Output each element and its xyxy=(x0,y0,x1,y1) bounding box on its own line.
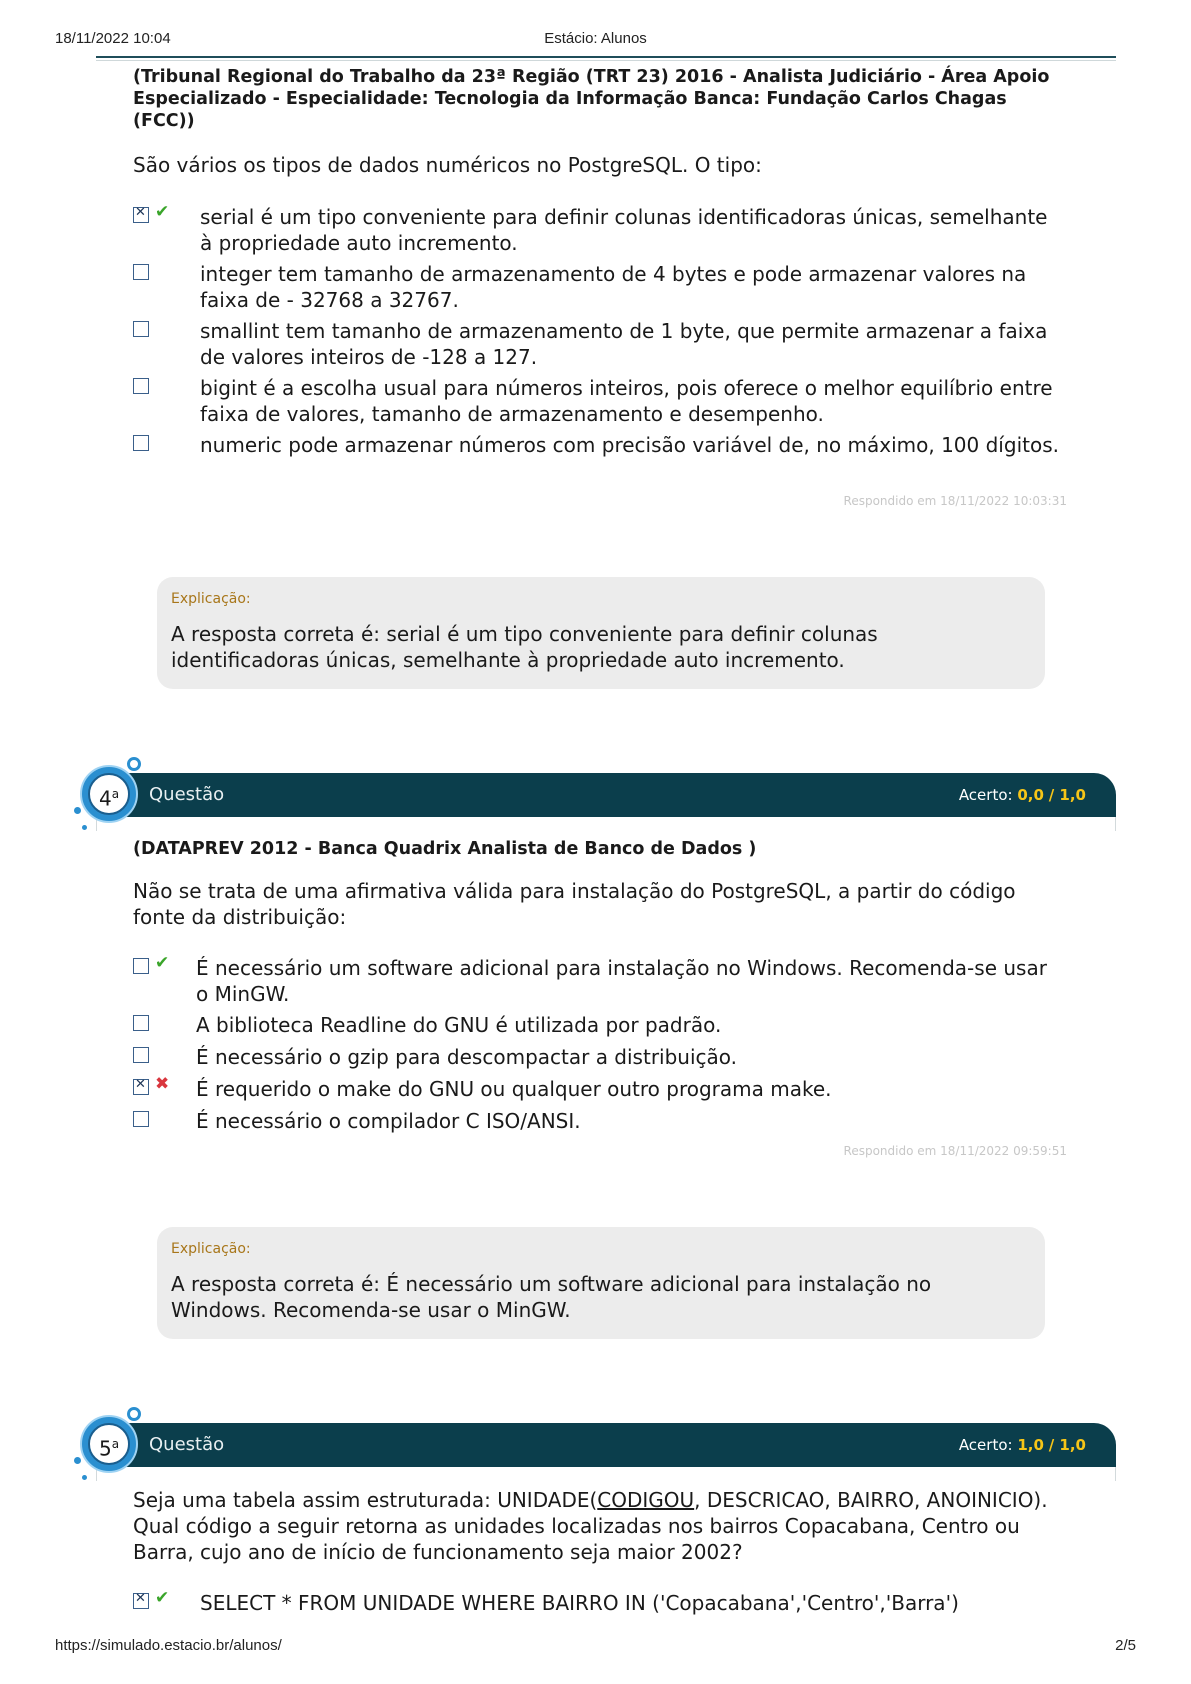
correct-check-icon: ✔ xyxy=(155,953,170,973)
q4-header-bar xyxy=(96,773,1116,817)
top-rule xyxy=(96,56,1116,58)
option-label: É requerido o make do GNU ou qualquer outro programa make. xyxy=(196,1077,832,1101)
q5-header-bar xyxy=(96,1423,1116,1467)
option-label: numeric pode armazenar números com precisão variável de, no máximo, 100 dígitos. xyxy=(200,433,1059,457)
option-label: A biblioteca Readline do GNU é utilizada por padrão. xyxy=(196,1013,722,1037)
question-ordinal: a xyxy=(111,787,120,801)
checkbox-checked-icon[interactable] xyxy=(133,207,149,223)
score-label: Acerto: xyxy=(958,786,1013,804)
question-number: 4 xyxy=(98,786,112,811)
correct-check-icon: ✔ xyxy=(155,202,170,222)
q4-answered-time: Respondido em 18/11/2022 09:59:51 xyxy=(843,1144,1067,1158)
option-label: smallint tem tamanho de armazenamento de 1 byte, que permite armazenar a faixa de valores inteiros de -128 a 127. xyxy=(200,319,1048,369)
correct-check-icon: ✔ xyxy=(155,1588,170,1608)
q5-text-part1: Seja uma tabela assim estruturada: UNIDADE( xyxy=(133,1488,598,1512)
checkbox-icon[interactable] xyxy=(133,958,149,974)
option-label: É necessário o compilador C ISO/ANSI. xyxy=(196,1109,581,1133)
checkbox-checked-icon[interactable] xyxy=(133,1593,149,1609)
score-value: 1,0 xyxy=(1017,1436,1044,1454)
option-label: É necessário o gzip para descompactar a distribuição. xyxy=(196,1045,738,1069)
q3-source: (Tribunal Regional do Trabalho da 23ª Região (TRT 23) 2016 - Analista Judiciário - Área Apoio Especializado - Especialidade: Tecnologia da Informação Banca: Fundação Carlos Chagas (FCC)) xyxy=(133,67,1050,131)
q3-text: São vários os tipos de dados numéricos no PostgreSQL. O tipo: xyxy=(133,153,762,177)
score-label: Acerto: xyxy=(958,1436,1013,1454)
question-label: Questão xyxy=(149,784,225,805)
question-ordinal: a xyxy=(111,1437,120,1451)
checkbox-icon[interactable] xyxy=(133,1047,149,1063)
q5-text-part2: , DESCRICAO, BAIRRO, ANOINICIO). Qual código a seguir retorna as unidades localizadas nos bairros Copacabana, Centro ou Barra, cujo ano de início de funcionamento seja maior 2002? xyxy=(133,1488,1048,1564)
option-label: SELECT * FROM UNIDADE WHERE BAIRRO IN ('Copacabana','Centro','Barra') xyxy=(200,1591,959,1615)
option-label: serial é um tipo conveniente para definir colunas identificadoras únicas, semelhante à propriedade auto incremento. xyxy=(200,205,1048,255)
q3-explanation xyxy=(157,577,1045,689)
checkbox-icon[interactable] xyxy=(133,378,149,394)
explanation-text: A resposta correta é: É necessário um software adicional para instalação no Windows. Recomenda-se usar o MinGW. xyxy=(171,1272,932,1322)
q4-source: (DATAPREV 2012 - Banca Quadrix Analista de Banco de Dados ) xyxy=(133,839,757,859)
q4-text: Não se trata de uma afirmativa válida para instalação do PostgreSQL, a partir do código fonte da distribuição: xyxy=(133,879,1016,929)
option-label: É necessário um software adicional para instalação no Windows. Recomenda-se usar o MinGW. xyxy=(196,956,1047,1006)
option-label: integer tem tamanho de armazenamento de 4 bytes e pode armazenar valores na faixa de - 32768 a 32767. xyxy=(200,262,1027,312)
q5-text xyxy=(133,1487,1053,1565)
score xyxy=(959,786,1086,804)
print-page-number: 2/5 xyxy=(1115,1637,1136,1654)
explanation-label: Explicação: xyxy=(171,591,251,607)
score-total: / 1,0 xyxy=(1048,1436,1086,1454)
checkbox-icon[interactable] xyxy=(133,1015,149,1031)
checkbox-checked-icon[interactable] xyxy=(133,1079,149,1095)
explanation-text: A resposta correta é: serial é um tipo conveniente para definir colunas identificadoras únicas, semelhante à propriedade auto incremento. xyxy=(171,622,878,672)
print-url: https://simulado.estacio.br/alunos/ xyxy=(55,1637,282,1654)
checkbox-icon[interactable] xyxy=(133,1111,149,1127)
q4-explanation xyxy=(157,1227,1045,1339)
score-value: 0,0 xyxy=(1017,786,1044,804)
question-label: Questão xyxy=(149,1434,225,1455)
checkbox-icon[interactable] xyxy=(133,435,149,451)
print-date: 18/11/2022 10:04 xyxy=(55,30,171,47)
score xyxy=(959,1436,1086,1454)
q5-text-underlined: CODIGOU xyxy=(597,1488,695,1512)
score-total: / 1,0 xyxy=(1048,786,1086,804)
checkbox-icon[interactable] xyxy=(133,321,149,337)
q4-bar-frame xyxy=(96,817,1116,831)
q4-number-badge-icon xyxy=(80,765,142,827)
wrong-x-icon: ✖ xyxy=(155,1074,170,1094)
top-rule-light xyxy=(96,60,1116,61)
print-title: Estácio: Alunos xyxy=(544,30,647,47)
checkbox-icon[interactable] xyxy=(133,264,149,280)
explanation-label: Explicação: xyxy=(171,1241,251,1257)
option-label: bigint é a escolha usual para números inteiros, pois oferece o melhor equilíbrio entre faixa de valores, tamanho de armazenamento e desempenho. xyxy=(200,376,1053,426)
q5-bar-frame xyxy=(96,1467,1116,1481)
question-number: 5 xyxy=(98,1436,112,1461)
q5-number-badge-icon xyxy=(80,1415,142,1477)
q3-answered-time: Respondido em 18/11/2022 10:03:31 xyxy=(843,494,1067,508)
